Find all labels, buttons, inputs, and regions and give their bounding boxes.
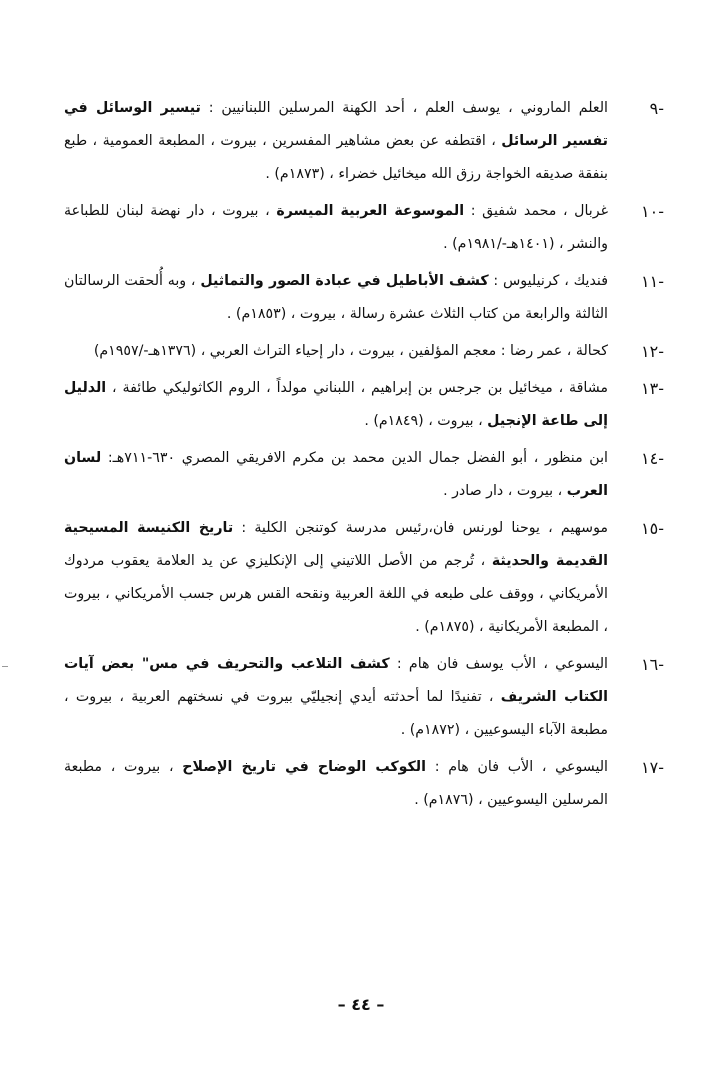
entry-text-part: ، بيروت ، (١٨٤٩م) . — [364, 413, 488, 429]
entry-book-title: الكوكب الوضاح في تاريخ الإصلاح — [182, 759, 426, 775]
bibliography-entry-16 — [64, 648, 664, 747]
entry-text — [64, 648, 608, 747]
entry-text-part: موسهيم ، يوحنا لورنس فان،رئيس مدرسة كوتنجن الكلية : — [233, 520, 608, 536]
entry-text — [64, 335, 608, 368]
entry-text-part: فنديك ، كرنيليوس : — [488, 273, 608, 289]
entry-text-part: ، وبه أُلحقت الرسالتان الثالثة والرابعة من كتاب الثلاث عشرة رسالة ، بيروت ، (١٨٥٣م) . — [64, 273, 608, 322]
entry-text — [64, 195, 608, 261]
entry-text-part: غربال ، محمد شفيق : — [464, 203, 609, 219]
entry-book-title: كشف الأباطيل في عبادة الصور والتماثيل — [200, 273, 489, 289]
entry-number: -١٦ — [641, 655, 664, 674]
entry-text-part: العلم الماروني ، يوسف العلم ، أحد الكهنة المرسلين اللبنانيين : — [200, 100, 608, 116]
entry-book-title: الدليل إلى طاعة الإنجيل — [64, 380, 608, 429]
bibliography-entry-11 — [64, 265, 664, 331]
entry-text-part: ، تُرجم من الأصل اللاتيني إلى الإنكليزي عن يد العلامة يعقوب مردوك الأمريكاني ، ووقف على طبعه في اللغة العربية ونقحه القس هرس جسب الأمريكاني ، بيروت ، المطبعة الأمريكانية ، (١٨٧٥م) . — [64, 553, 608, 635]
entry-number: -١١ — [641, 272, 664, 291]
bibliography-entry-14 — [64, 442, 664, 508]
bibliography-entry-17 — [64, 751, 664, 817]
bibliography-entry-13 — [64, 372, 664, 438]
entry-text-part: اليسوعي ، الأب يوسف فان هام : — [389, 656, 608, 672]
entry-number: -١٣ — [641, 379, 664, 398]
entry-text — [64, 751, 608, 817]
entry-book-title: تاريخ الكنيسة المسيحية القديمة والحديثة — [64, 520, 608, 569]
entry-number: -٩ — [649, 99, 664, 118]
entry-text-part: مشاقة ، ميخائيل بن جرجس بن إبراهيم ، اللبناني مولداً ، الروم الكاثوليكي طائفة ، — [106, 380, 608, 396]
entry-text — [64, 92, 608, 191]
entry-text-part: ابن منظور ، أبو الفضل جمال الدين محمد بن مكرم الافريقي المصري ٦٣٠-٧١١هـ: — [101, 450, 608, 466]
entry-number: -١٤ — [641, 449, 664, 468]
entry-text-part: ، بيروت ، مطبعة المرسلين اليسوعيين ، (١٨٧٦م) . — [64, 759, 608, 808]
entry-text — [64, 372, 608, 438]
entry-text-part: ، تفنيدًا لما أحدثته أيدي إنجيليّي بيروت في نسختهم العربية ، بيروت ، مطبعة الآباء اليسوعيين ، (١٨٧٢م) . — [64, 689, 608, 738]
entry-number: -١٢ — [641, 342, 664, 361]
entry-text-part: ، بيروت ، دار نهضة لبنان للطباعة والنشر ، (١٤٠١هـ-/١٩٨١م) . — [64, 203, 608, 252]
margin-tick-mark — [2, 666, 8, 667]
entry-number: -١٠ — [641, 202, 664, 221]
entry-text — [64, 512, 608, 644]
entry-book-title: كشف التلاعب والتحريف في مس" بعض آيات الكتاب الشريف — [64, 656, 608, 705]
entry-text-part: كحالة ، عمر رضا : معجم المؤلفين ، بيروت ، دار إحياء التراث العربي ، (١٣٧٦هـ-/١٩٥٧م) — [93, 343, 608, 359]
entry-book-title: تيسير الوسائل في تفسير الرسائل — [64, 100, 608, 149]
bibliography-entry-10 — [64, 195, 664, 261]
entry-text-part: ، اقتطفه عن بعض مشاهير المفسرين ، بيروت ، المطبعة العمومية ، طبع بنفقة صديقه الخواجة رزق الله ميخائيل خضراء ، (١٨٧٣م) . — [64, 133, 608, 182]
entry-text-part: اليسوعي ، الأب فان هام : — [425, 759, 608, 775]
bibliography-list — [64, 92, 664, 821]
entry-book-title: لسان العرب — [64, 450, 608, 499]
bibliography-entry-15 — [64, 512, 664, 644]
entry-number: -١٥ — [641, 519, 664, 538]
bibliography-entry-9 — [64, 92, 664, 191]
bibliography-entry-12 — [64, 335, 664, 368]
entry-text-part: ، بيروت ، دار صادر . — [443, 483, 567, 499]
entry-text — [64, 442, 608, 508]
entry-book-title: الموسوعة العربية الميسرة — [276, 203, 465, 219]
page-number: – ٤٤ – — [337, 995, 385, 1014]
entry-text — [64, 265, 608, 331]
entry-number: -١٧ — [641, 758, 664, 777]
